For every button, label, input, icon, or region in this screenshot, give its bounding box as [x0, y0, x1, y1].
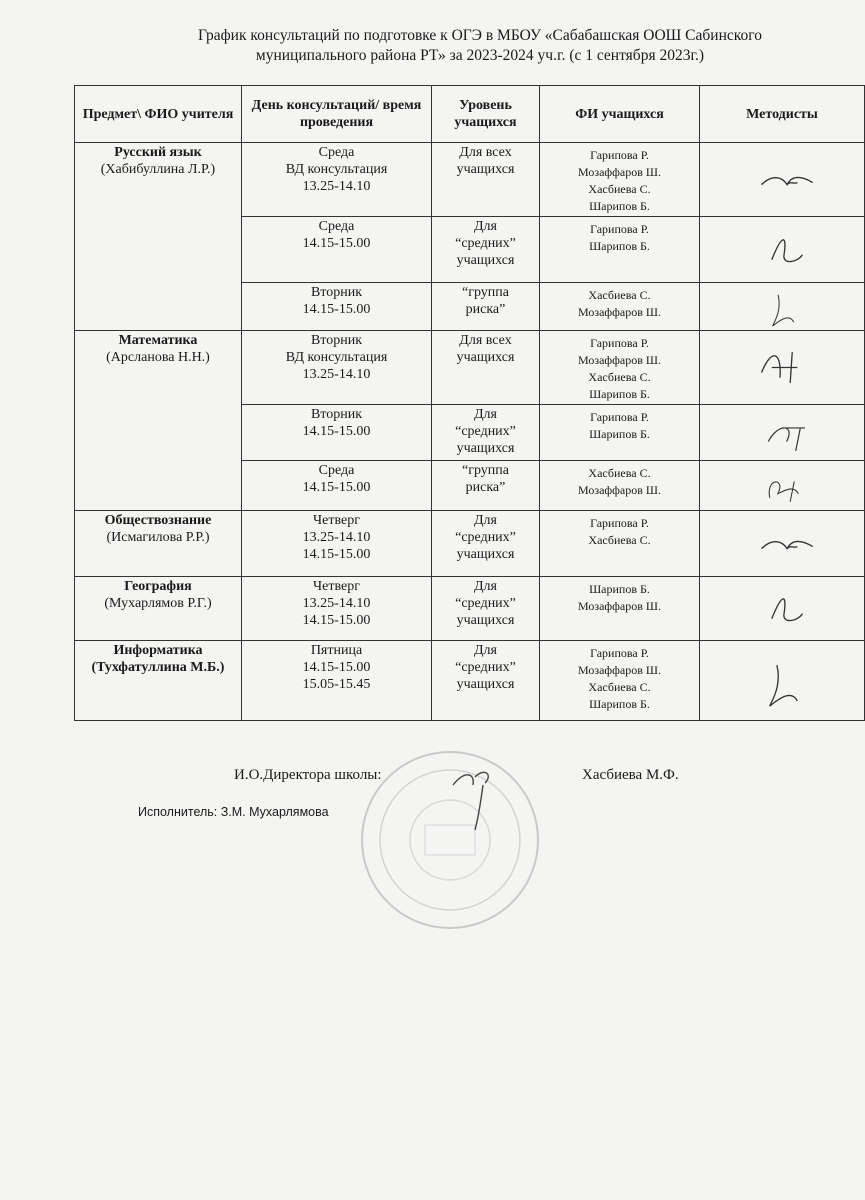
level-cell-line: Для — [474, 219, 497, 234]
level-cell-line: риска” — [465, 480, 506, 495]
level-cell-line: Для — [474, 579, 497, 594]
day-cell-line: 15.05-15.45 — [302, 677, 371, 692]
level-cell — [432, 511, 540, 577]
subject-cell — [75, 641, 242, 721]
students-cell-line: Хасбиева С. — [588, 466, 651, 480]
level-cell-line: Для — [474, 513, 497, 528]
day-cell-line: 14.15-15.00 — [302, 480, 371, 495]
day-cell-line: 13.25-14.10 — [302, 596, 371, 611]
level-cell-line: риска” — [465, 302, 506, 317]
level-cell-line: “группа — [462, 463, 509, 478]
students-cell — [540, 461, 700, 511]
day-cell — [242, 143, 432, 217]
header-subject: Предмет\ ФИО учителя — [75, 86, 242, 143]
level-cell-line: учащихся — [456, 677, 515, 692]
students-cell-line: Гарипова Р. — [590, 148, 649, 162]
students-cell-line: Шарипов Б. — [589, 387, 650, 401]
level-cell-line: Для — [474, 407, 497, 422]
day-cell-line: 14.15-15.00 — [302, 236, 371, 251]
table-row — [75, 641, 865, 721]
teacher-name: (Исмагилова Р.Р.) — [106, 530, 210, 545]
subject-name: Обществознание — [104, 513, 212, 528]
day-cell-line: Вторник — [310, 407, 363, 422]
subject-name: География — [124, 579, 192, 594]
header-day: День консультаций/ время проведения — [242, 86, 432, 143]
methodist-cell — [700, 331, 865, 405]
students-cell-line: Мозаффаров Ш. — [577, 483, 661, 497]
level-cell-line: “средних” — [455, 424, 516, 439]
day-cell-line: Среда — [318, 463, 355, 478]
director-signature — [445, 765, 505, 835]
level-cell — [432, 331, 540, 405]
executor-line: Исполнитель: З.М. Мухарлямова — [138, 805, 329, 819]
methodist-cell — [700, 405, 865, 461]
level-cell-line: “средних” — [455, 530, 516, 545]
title-line-1: График консультаций по подготовке к ОГЭ в МБОУ «Сабабашская ООШ Сабинского — [198, 27, 762, 44]
level-cell-line: Для — [474, 643, 497, 658]
day-cell — [242, 577, 432, 641]
methodist-cell — [700, 577, 865, 641]
students-cell — [540, 217, 700, 283]
methodist-signature-icon — [700, 283, 864, 330]
level-cell-line: Для всех — [459, 333, 512, 348]
teacher-name: (Арсланова Н.Н.) — [106, 350, 210, 365]
level-cell-line: “средних” — [455, 660, 516, 675]
methodist-cell — [700, 143, 865, 217]
methodist-cell — [700, 461, 865, 511]
students-cell-line: Гарипова Р. — [590, 336, 649, 350]
header-level: Уровень учащихся — [432, 86, 540, 143]
students-cell-line: Хасбиева С. — [588, 288, 651, 302]
document-title — [150, 26, 810, 66]
level-cell — [432, 577, 540, 641]
day-cell-line: ВД консультация — [285, 350, 388, 365]
students-cell-line: Хасбиева С. — [588, 370, 651, 384]
students-cell-line: Мозаффаров Ш. — [577, 165, 661, 179]
methodist-cell — [700, 217, 865, 283]
title-line-2: муниципального района РТ» за 2023-2024 уч.г. (с 1 сентября 2023г.) — [255, 47, 705, 64]
level-cell-line: учащихся — [456, 162, 515, 177]
students-cell-line: Хасбиева С. — [588, 182, 651, 196]
level-cell-line: учащихся — [456, 253, 515, 268]
day-cell — [242, 331, 432, 405]
students-cell-line: Гарипова Р. — [590, 646, 649, 660]
students-cell-line: Шарипов Б. — [589, 697, 650, 711]
day-cell-line: 13.25-14.10 — [302, 367, 371, 382]
subject-name: Математика — [118, 333, 198, 348]
day-cell-line: Среда — [318, 219, 355, 234]
students-cell-line: Шарипов Б. — [589, 239, 650, 253]
subject-cell — [75, 577, 242, 641]
day-cell-line: Четверг — [313, 579, 360, 594]
level-cell — [432, 283, 540, 331]
level-cell-line: “средних” — [455, 236, 516, 251]
methodist-signature-icon — [700, 143, 864, 216]
students-cell — [540, 405, 700, 461]
subject-cell — [75, 143, 242, 331]
level-cell — [432, 405, 540, 461]
methodist-signature-icon — [700, 511, 864, 576]
day-cell-line: 14.15-15.00 — [302, 424, 371, 439]
students-cell-line: Шарипов Б. — [589, 199, 650, 213]
day-cell — [242, 641, 432, 721]
methodist-cell — [700, 641, 865, 721]
level-cell-line: учащихся — [456, 613, 515, 628]
level-cell — [432, 217, 540, 283]
students-cell — [540, 331, 700, 405]
day-cell — [242, 461, 432, 511]
level-cell-line: учащихся — [456, 441, 515, 456]
level-cell-line: учащихся — [456, 547, 515, 562]
director-name: Хасбиева М.Ф. — [582, 767, 679, 783]
schedule-table — [74, 85, 865, 721]
header-methodists: Методисты — [700, 86, 865, 143]
students-cell-line: Шарипов Б. — [589, 582, 650, 596]
students-cell — [540, 511, 700, 577]
day-cell-line: Среда — [318, 145, 355, 160]
day-cell-line: 14.15-15.00 — [302, 613, 371, 628]
students-cell-line: Шарипов Б. — [589, 427, 650, 441]
students-cell — [540, 283, 700, 331]
header-students: ФИ учащихся — [540, 86, 700, 143]
day-cell — [242, 217, 432, 283]
level-cell — [432, 461, 540, 511]
day-cell-line: 13.25-14.10 — [302, 530, 371, 545]
level-cell — [432, 143, 540, 217]
day-cell-line: 14.15-15.00 — [302, 547, 371, 562]
table-row — [75, 143, 865, 217]
students-cell-line: Гарипова Р. — [590, 410, 649, 424]
methodist-signature-icon — [700, 217, 864, 282]
day-cell — [242, 405, 432, 461]
subject-name: Русский язык — [114, 145, 202, 160]
level-cell-line: Для всех — [459, 145, 512, 160]
day-cell-line: Пятница — [310, 643, 363, 658]
teacher-name: (Мухарлямов Р.Г.) — [104, 596, 212, 611]
students-cell-line: Мозаффаров Ш. — [577, 599, 661, 613]
day-cell-line: Четверг — [313, 513, 360, 528]
level-cell-line: учащихся — [456, 350, 515, 365]
teacher-name: (Тухфатуллина М.Б.) — [91, 660, 225, 675]
students-cell-line: Мозаффаров Ш. — [577, 305, 661, 319]
teacher-name: (Хабибуллина Л.Р.) — [100, 162, 216, 177]
day-cell-line: 13.25-14.10 — [302, 179, 371, 194]
methodist-signature-icon — [700, 461, 864, 510]
level-cell — [432, 641, 540, 721]
students-cell — [540, 577, 700, 641]
table-row — [75, 511, 865, 577]
day-cell-line: 14.15-15.00 — [302, 302, 371, 317]
students-cell — [540, 143, 700, 217]
director-label: И.О.Директора школы: — [234, 767, 382, 783]
day-cell — [242, 283, 432, 331]
methodist-signature-icon — [700, 331, 864, 404]
subject-name: Информатика — [113, 643, 203, 658]
students-cell-line: Хасбиева С. — [588, 533, 651, 547]
methodist-cell — [700, 511, 865, 577]
students-cell — [540, 641, 700, 721]
students-cell-line: Гарипова Р. — [590, 222, 649, 236]
day-cell-line: Вторник — [310, 333, 363, 348]
methodist-signature-icon — [700, 577, 864, 640]
table-body — [75, 143, 865, 721]
level-cell-line: “группа — [462, 285, 509, 300]
students-cell-line: Гарипова Р. — [590, 516, 649, 530]
day-cell — [242, 511, 432, 577]
students-cell-line: Хасбиева С. — [588, 680, 651, 694]
day-cell-line: 14.15-15.00 — [302, 660, 371, 675]
day-cell-line: ВД консультация — [285, 162, 388, 177]
level-cell-line: “средних” — [455, 596, 516, 611]
table-header-row — [75, 86, 865, 143]
methodist-cell — [700, 283, 865, 331]
table-row — [75, 577, 865, 641]
students-cell-line: Мозаффаров Ш. — [577, 663, 661, 677]
table-row — [75, 331, 865, 405]
methodist-signature-icon — [700, 405, 864, 460]
subject-cell — [75, 331, 242, 511]
day-cell-line: Вторник — [310, 285, 363, 300]
students-cell-line: Мозаффаров Ш. — [577, 353, 661, 367]
methodist-signature-icon — [700, 641, 864, 720]
subject-cell — [75, 511, 242, 577]
